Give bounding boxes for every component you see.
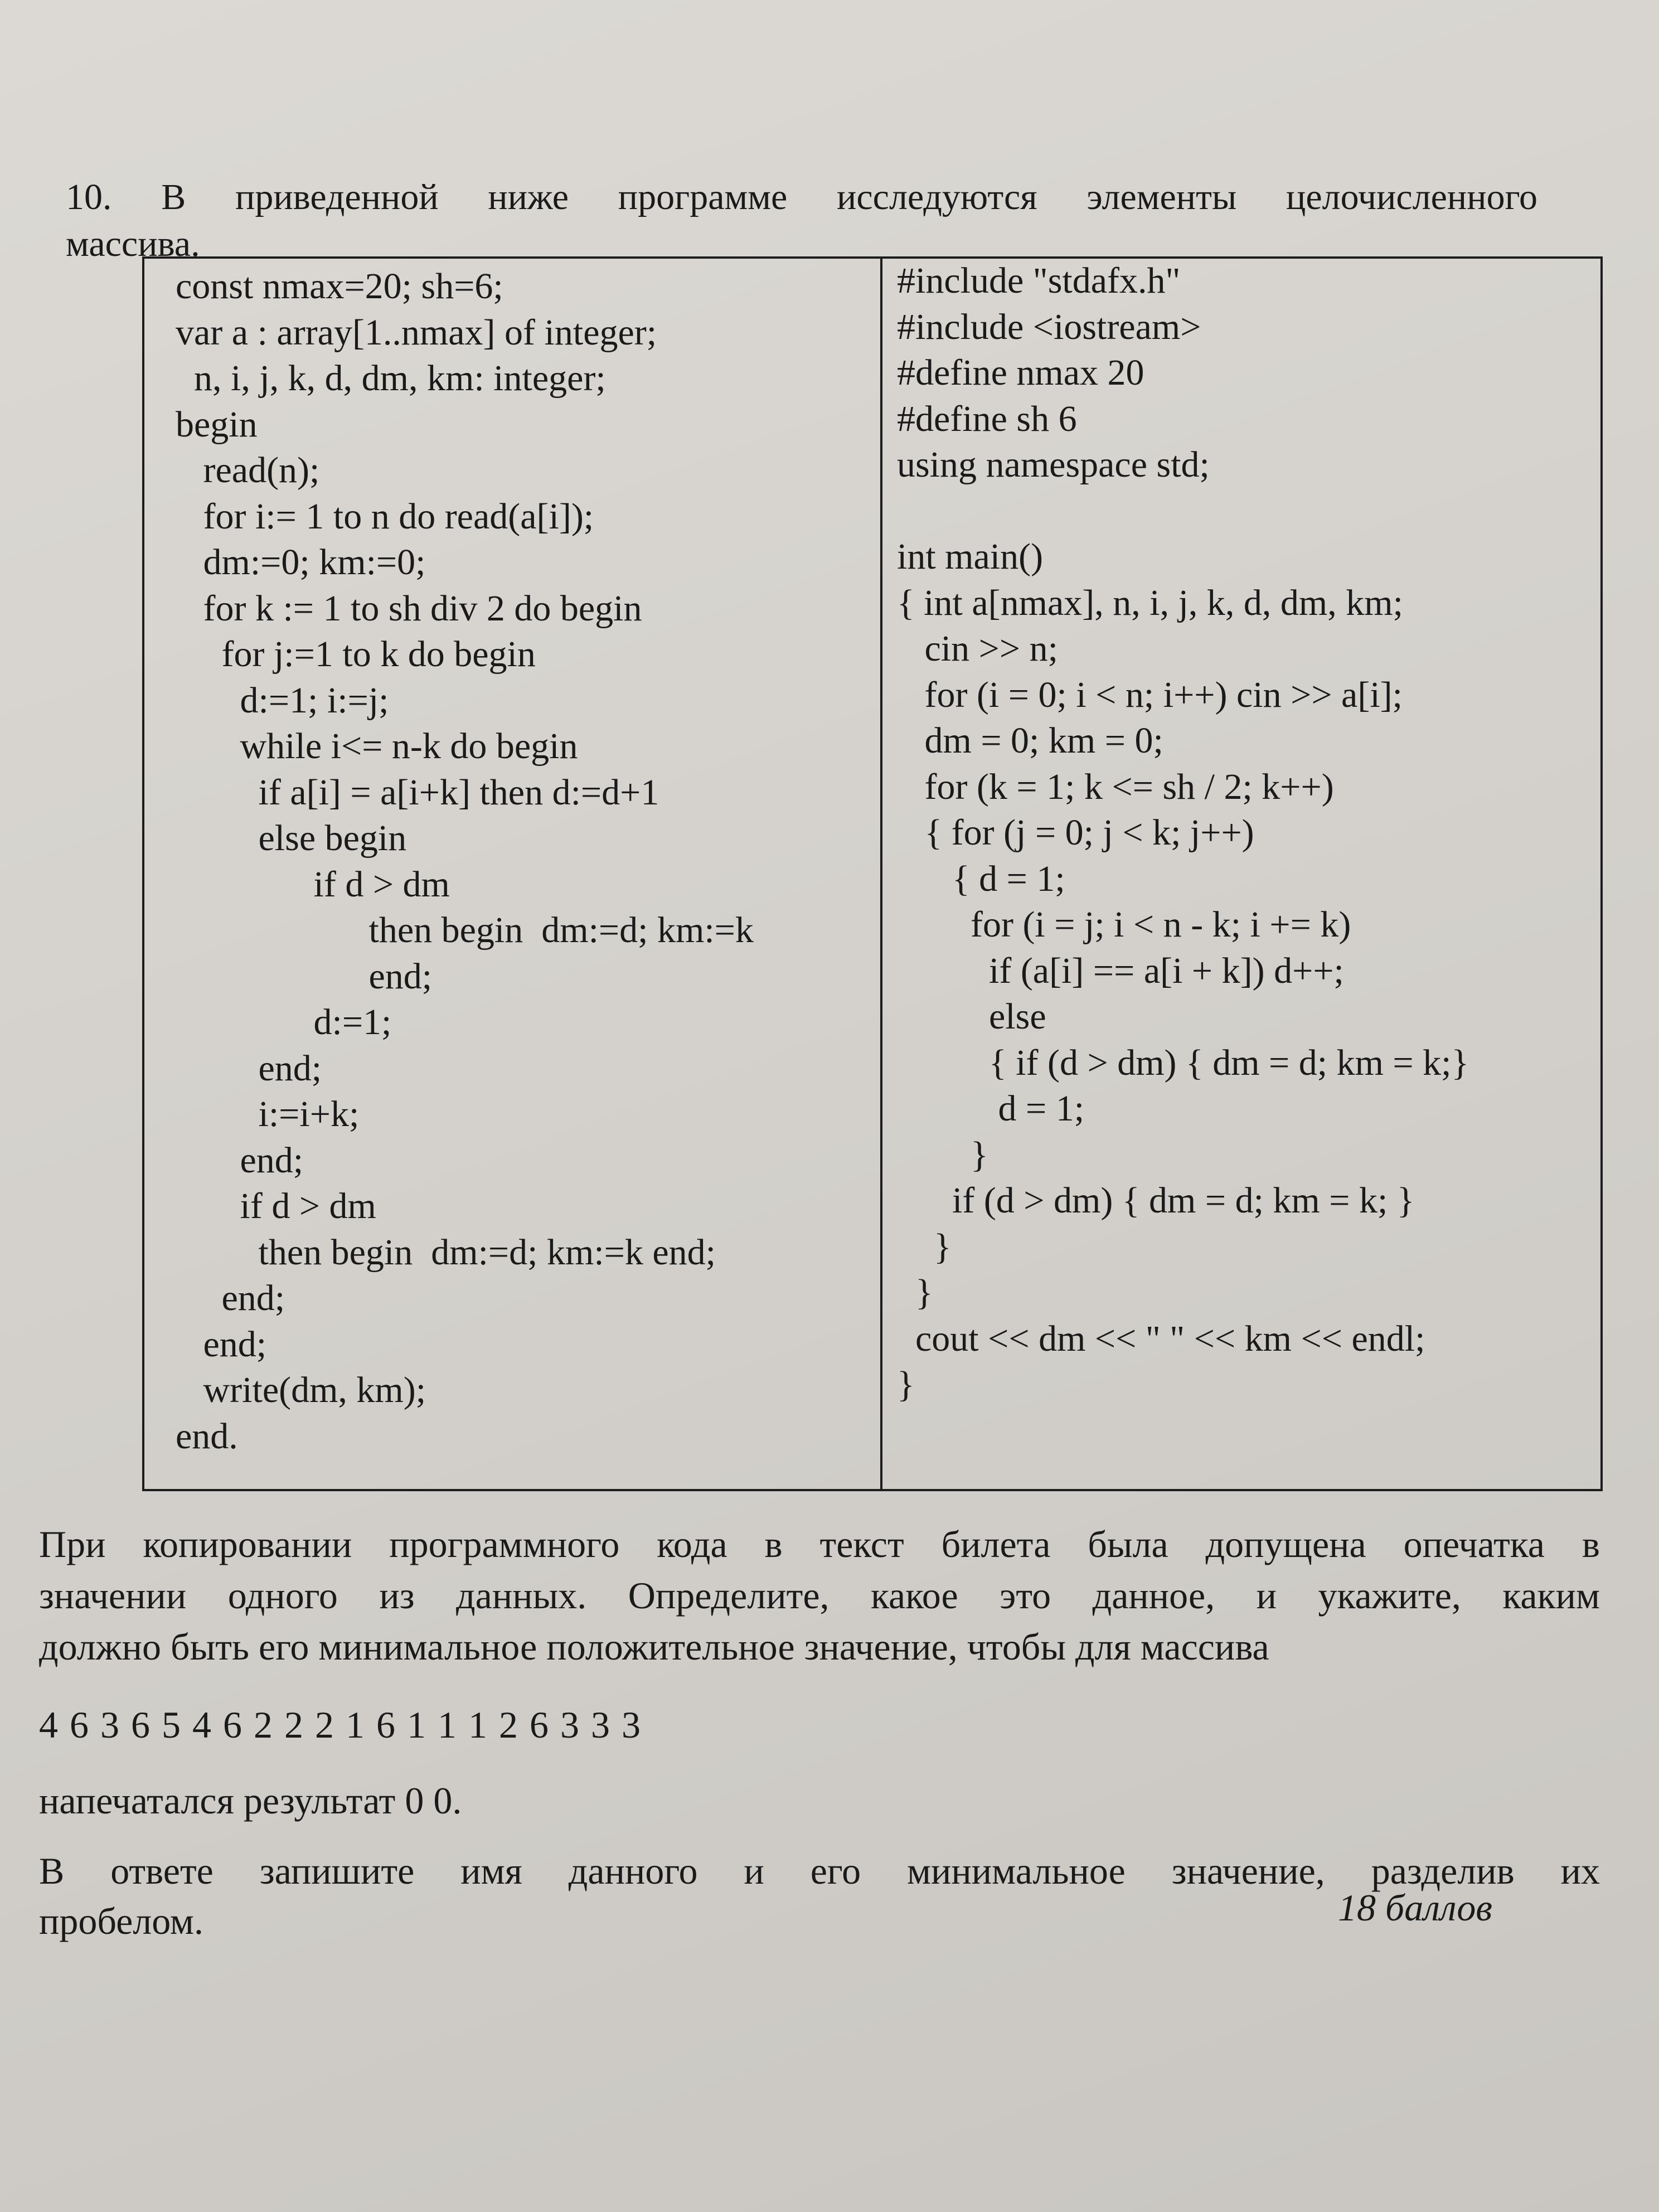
cpp-code-line: { d = 1; (897, 858, 1065, 899)
cpp-code-line: #define sh 6 (897, 398, 1077, 439)
description-line1: При копировании программного кода в текст билета была допущена опечатка в (39, 1523, 1600, 1565)
answer-instruction-line1: В ответе запишите имя данного и его минимальное значение, разделив их (39, 1850, 1600, 1892)
pascal-code-line: else begin (176, 818, 407, 858)
cpp-code-line: if (a[i] == a[i + k]) d++; (897, 950, 1344, 991)
pascal-code-line: end; (176, 1139, 304, 1181)
pascal-code-line: end; (176, 955, 433, 997)
cpp-code-line: #define nmax 20 (897, 352, 1144, 393)
pascal-code-line: for j:=1 to k do begin (176, 634, 536, 675)
array-values: 4 6 3 6 5 4 6 2 2 2 1 6 1 1 1 2 6 3 3 3 (39, 1704, 642, 1746)
cpp-code-line: int main() (897, 536, 1044, 577)
cpp-code-line: { if (d > dm) { dm = d; km = k;} (897, 1042, 1469, 1083)
pascal-code-line: for i:= 1 to n do read(a[i]); (176, 496, 594, 537)
pascal-code-line: end; (176, 1323, 267, 1365)
pascal-code-line: end; (176, 1047, 322, 1089)
cpp-code-line: for (i = 0; i < n; i++) cin >> a[i]; (897, 674, 1403, 715)
cpp-code-line: #include "stdafx.h" (897, 260, 1181, 301)
pascal-code-line: const nmax=20; sh=6; (176, 266, 503, 307)
points-label: 18 баллов (1338, 1886, 1492, 1929)
pascal-code-line: d:=1; (176, 1002, 392, 1042)
cpp-code-line: cin >> n; (897, 628, 1058, 669)
pascal-code-line: for k := 1 to sh div 2 do begin (176, 588, 642, 629)
cpp-code-line: d = 1; (897, 1088, 1085, 1129)
pascal-code-line: if d > dm (176, 1186, 376, 1226)
column-divider (880, 259, 882, 1489)
pascal-code-line: write(dm, km); (176, 1370, 426, 1410)
pascal-code-line: end; (176, 1278, 285, 1318)
pascal-code-line: then begin dm:=d; km:=k end; (176, 1231, 716, 1273)
task-heading-line2: массива. (66, 224, 200, 264)
cpp-code-line: cout << dm << " " << km << endl; (897, 1318, 1425, 1359)
pascal-code-line: then begin dm:=d; km:=k (176, 910, 754, 950)
cpp-code-line: else (897, 996, 1046, 1037)
cpp-code-line: } (897, 1272, 933, 1313)
description-line2: значении одного из данных. Определите, какое это данное, и укажите, каким (39, 1574, 1600, 1617)
pascal-code-line: read(n); (176, 450, 320, 491)
cpp-code-line: { for (j = 0; j < k; j++) (897, 812, 1254, 853)
pascal-code-line: if a[i] = a[i+k] then d:=d+1 (176, 772, 659, 813)
pascal-code-line: begin (176, 404, 258, 445)
cpp-code-line: for (k = 1; k <= sh / 2; k++) (897, 766, 1334, 807)
result-text: напечатался результат 0 0. (39, 1779, 462, 1822)
answer-instruction-line2: пробелом. (39, 1900, 203, 1942)
cpp-code-line: for (i = j; i < n - k; i += k) (897, 904, 1351, 945)
cpp-code-line: } (897, 1364, 915, 1405)
cpp-code-line: #include <iostream> (897, 306, 1201, 347)
cpp-code-line: } (897, 1226, 952, 1267)
cpp-code-line: { int a[nmax], n, i, j, k, d, dm, km; (897, 582, 1403, 623)
pascal-code-line: end. (176, 1415, 238, 1457)
pascal-code-line: while i<= n-k do begin (176, 726, 578, 767)
pascal-code-line: var a : array[1..nmax] of integer; (176, 312, 657, 353)
task-heading-line1: 10. В приведенной ниже программе исследуются элементы целочисленного (66, 177, 1537, 217)
cpp-code-line: using namespace std; (897, 444, 1210, 485)
pascal-code-line: i:=i+k; (176, 1094, 360, 1134)
cpp-code-line: } (897, 1134, 988, 1175)
cpp-code-line: dm = 0; km = 0; (897, 720, 1163, 761)
cpp-code-line: if (d > dm) { dm = d; km = k; } (897, 1180, 1415, 1221)
pascal-code-line: n, i, j, k, d, dm, km: integer; (176, 358, 606, 399)
code-table (142, 256, 1603, 1491)
pascal-code-line: d:=1; i:=j; (176, 680, 389, 721)
description-line3: должно быть его минимальное положительное значение, чтобы для массива (39, 1626, 1269, 1668)
pascal-code-line: if d > dm (176, 864, 450, 905)
pascal-code-line: dm:=0; km:=0; (176, 542, 426, 583)
